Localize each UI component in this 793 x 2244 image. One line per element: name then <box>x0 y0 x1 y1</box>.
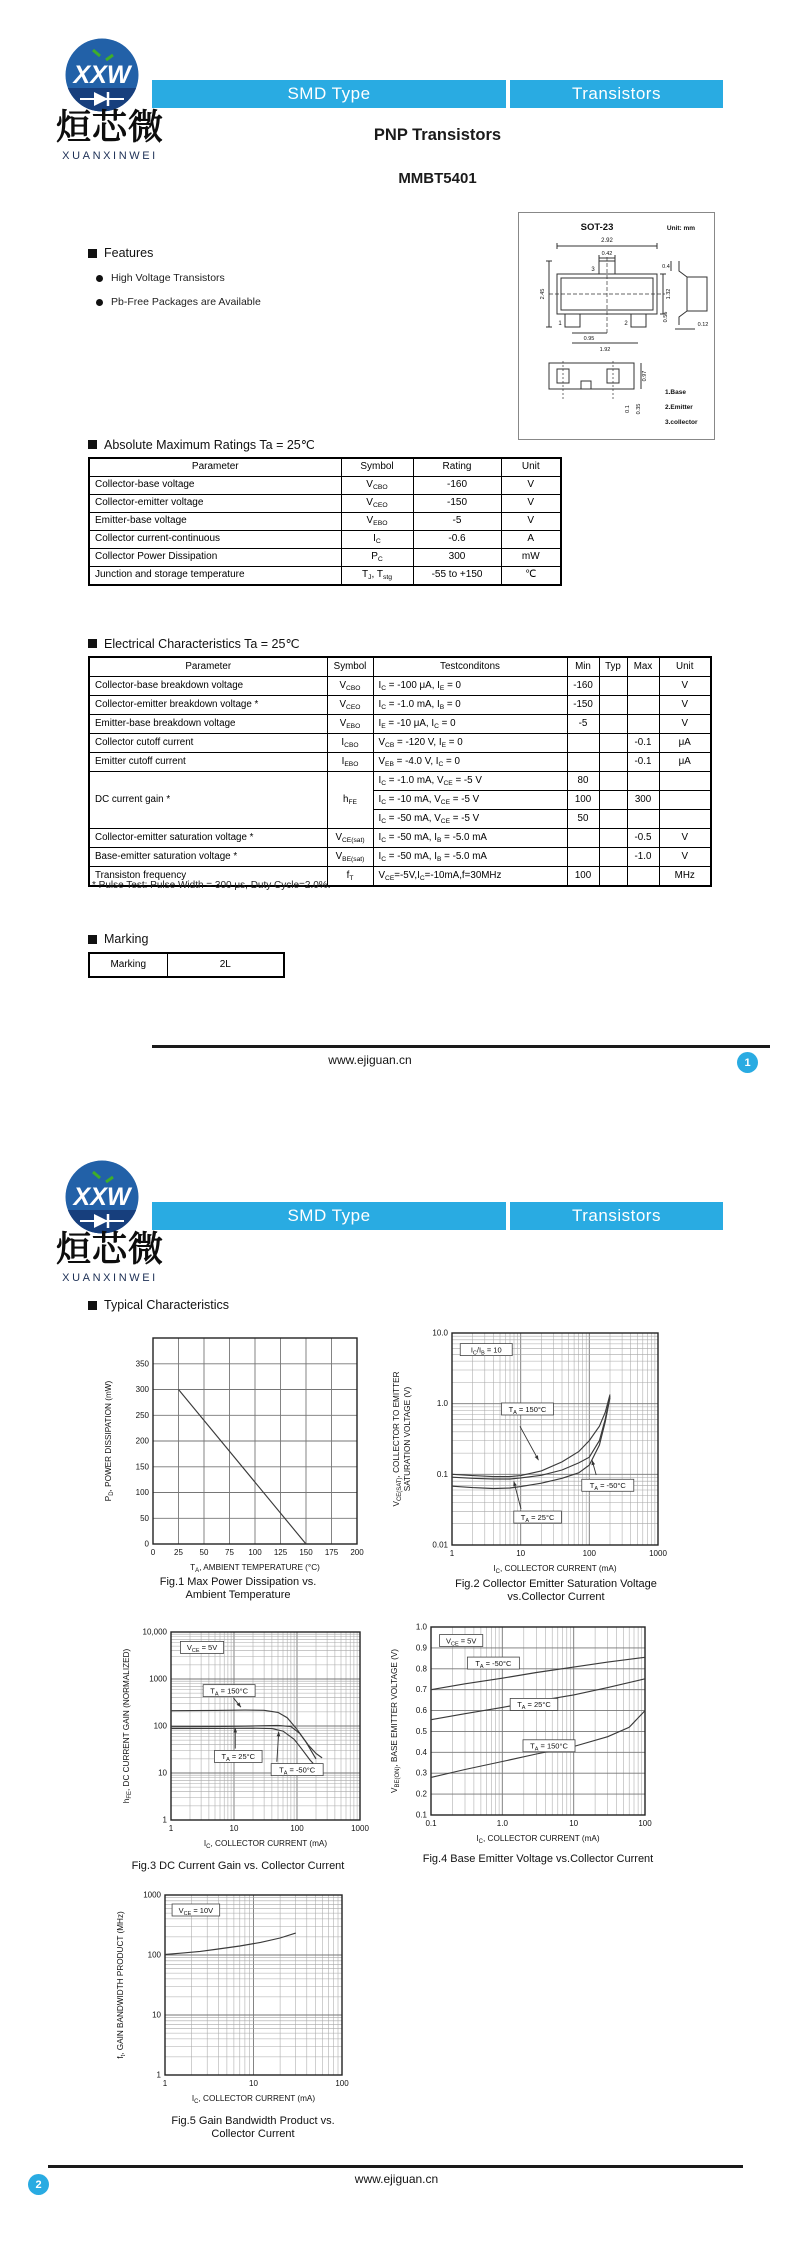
page-title: PNP Transistors <box>373 126 502 144</box>
logo-text: XXW <box>73 1183 131 1211</box>
footer-divider <box>152 1045 770 1048</box>
page-2 <box>0 1122 793 2244</box>
table-cell: μA <box>659 753 711 772</box>
table-cell: V <box>659 696 711 715</box>
table-cell: Base-emitter saturation voltage * <box>89 848 327 867</box>
table-header-cell: Unit <box>501 458 561 477</box>
table-header-cell: Max <box>627 657 659 677</box>
dim-span: 1.92 <box>599 347 611 353</box>
table-cell: 300 <box>627 791 659 810</box>
table-cell: V <box>501 513 561 531</box>
table-cell <box>599 829 627 848</box>
table-cell: -150 <box>567 696 599 715</box>
elec-heading: Electrical Characteristics Ta = 25℃ <box>88 636 299 651</box>
round-bullet-icon <box>96 275 103 282</box>
page-number-badge: 1 <box>737 1052 758 1073</box>
table-cell: $P_C$ <box>341 549 413 567</box>
table-cell: -0.5 <box>627 829 659 848</box>
header-bar-transistors: Transistors <box>510 1202 723 1230</box>
table-cell: V <box>659 829 711 848</box>
amr-heading: Absolute Maximum Ratings Ta = 25℃ <box>88 437 315 452</box>
fig2-caption: Fig.2 Collector Emitter Saturation Voltage vs.Collector Current <box>455 1578 657 1603</box>
table-cell: DC current gain * <box>89 772 327 829</box>
y-tick-label: 0.1 <box>436 1469 448 1479</box>
table-row <box>89 477 561 495</box>
table-cell: Collector current-continuous <box>89 531 341 549</box>
table-cell <box>659 791 711 810</box>
curve-label: $V_{CE} = 5V$ <box>445 1636 477 1648</box>
table-cell: Collector-emitter breakdown voltage * <box>89 696 327 715</box>
table-header-cell: Rating <box>413 458 501 477</box>
dim-pin3-width: 0.42 <box>601 251 613 257</box>
dim-h2: 0.1 <box>625 405 631 413</box>
table-cell: $I_{EBO}$ <box>327 753 373 772</box>
x-tick-label: 75 <box>225 1548 234 1557</box>
page-number-badge: 2 <box>28 2174 49 2195</box>
table-header-cell: Symbol <box>327 657 373 677</box>
table-cell <box>567 848 599 867</box>
pin3-number: 3 <box>591 267 595 273</box>
x-tick-label: 1000 <box>351 1824 369 1833</box>
x-tick-label: 1 <box>162 2079 168 2088</box>
table-cell <box>599 810 627 829</box>
table-cell <box>627 696 659 715</box>
table-cell: $I_C = -1.0$ mA, $I_B = 0$ <box>373 696 567 715</box>
table-row <box>89 734 711 753</box>
table-cell: $I_C = -1.0$ mA, $V_{CE} = -5$ V <box>373 772 567 791</box>
table-cell: $I_{CBO}$ <box>327 734 373 753</box>
table-cell: $h_{FE}$ <box>327 772 373 829</box>
x-axis-label: $I_C$, COLLECTOR CURRENT (mA) <box>203 1839 328 1850</box>
arrowhead-icon <box>592 1460 596 1465</box>
x-tick-label: 150 <box>299 1548 313 1557</box>
square-bullet-icon <box>88 639 97 648</box>
y-tick-label: 200 <box>135 1436 149 1446</box>
table-cell: -0.1 <box>627 753 659 772</box>
table-row <box>89 696 711 715</box>
table-cell: -160 <box>413 477 501 495</box>
table-cell: $I_C = -100$ μA, $I_E = 0$ <box>373 677 567 696</box>
brand-name-en: XUANXINWEI <box>62 150 158 162</box>
brand-name-cn: 烜芯微 <box>55 108 164 147</box>
table-cell: 100 <box>567 867 599 887</box>
y-tick-label: 0.1 <box>415 1810 427 1820</box>
series-line <box>165 1933 296 1954</box>
table-cell: Emitter-base voltage <box>89 513 341 531</box>
header-bar-smd-type: SMD Type <box>152 80 506 108</box>
y-tick-label: 1000 <box>149 1674 167 1684</box>
curve-label: $T_A = 150^\circ C$ <box>508 1404 547 1416</box>
dim-pitch: 0.95 <box>583 336 595 342</box>
package-unit: Unit: mm <box>666 225 696 232</box>
fig5-chart <box>88 1888 378 2116</box>
y-tick-label: 100 <box>153 1721 167 1731</box>
table-cell <box>599 848 627 867</box>
table-cell: $V_{EBO}$ <box>341 513 413 531</box>
package-title: SOT-23 <box>580 222 614 233</box>
table-cell: V <box>659 715 711 734</box>
y-axis-label: $f_t$, GAIN BANDWIDTH PRODUCT (MHz) <box>116 1911 127 2059</box>
table-cell <box>599 867 627 887</box>
y-tick-label: 1000 <box>143 1890 161 1900</box>
pin2-number: 2 <box>624 321 628 327</box>
curve-label: $T_A = -50^\circ C$ <box>279 1765 316 1777</box>
table-cell <box>599 715 627 734</box>
table-row <box>89 495 561 513</box>
table-cell: $I_C$ <box>341 531 413 549</box>
table-cell <box>599 696 627 715</box>
y-tick-label: 1 <box>156 2070 161 2080</box>
features-heading: Features <box>88 246 153 260</box>
table-cell: $V_{CEO}$ <box>341 495 413 513</box>
arrowhead-icon <box>513 1481 517 1486</box>
table-cell: $I_C = -50$ mA, $I_B = -5.0$ mA <box>373 829 567 848</box>
fig4-chart <box>388 1618 680 1858</box>
dim-lead-bottom: 0.55 <box>663 311 669 323</box>
table-cell: $I_C = -50$ mA, $I_B = -5.0$ mA <box>373 848 567 867</box>
table-cell: Collector Power Dissipation <box>89 549 341 567</box>
x-tick-label: 1000 <box>649 1549 667 1558</box>
y-tick-label: 0.3 <box>415 1768 427 1778</box>
curve-label: $V_{CE} = 5V$ <box>186 1643 218 1655</box>
y-tick-label: 350 <box>135 1359 149 1369</box>
table-cell <box>599 772 627 791</box>
table-cell: $V_{EBO}$ <box>327 715 373 734</box>
table-header-cell: Testconditons <box>373 657 567 677</box>
x-tick-label: 25 <box>174 1548 183 1557</box>
table-cell: Emitter cutoff current <box>89 753 327 772</box>
table-header-cell: Unit <box>659 657 711 677</box>
table-cell <box>599 734 627 753</box>
table-cell <box>627 810 659 829</box>
table-row <box>89 531 561 549</box>
table-cell <box>627 867 659 887</box>
part-number: MMBT5401 <box>398 170 477 187</box>
fig5-caption: Fig.5 Gain Bandwidth Product vs. Collector Current <box>171 2115 335 2140</box>
square-bullet-icon <box>88 440 97 449</box>
round-bullet-icon <box>96 299 103 306</box>
table-header-cell: Parameter <box>89 657 327 677</box>
fig1-caption: Fig.1 Max Power Dissipation vs. Ambient Temperature <box>159 1576 317 1601</box>
table-cell: -0.6 <box>413 531 501 549</box>
table-cell: $V_{CBO}$ <box>341 477 413 495</box>
feature-item: Pb-Free Packages are Available <box>96 296 261 308</box>
fig2-chart <box>390 1322 682 1578</box>
table-cell: V <box>659 848 711 867</box>
curve-label: $T_A = 25^\circ C$ <box>221 1752 256 1764</box>
table-header-cell: Min <box>567 657 599 677</box>
table-cell: Transiston frequency <box>89 867 327 887</box>
x-tick-label: 200 <box>350 1548 364 1557</box>
table-row <box>89 848 711 867</box>
feature-item: High Voltage Transistors <box>96 272 225 284</box>
table-row <box>89 677 711 696</box>
table-cell: $I_C = -10$ mA, $V_{CE} = -5$ V <box>373 791 567 810</box>
square-bullet-icon <box>88 249 97 258</box>
dim-lead-top: 0.4 <box>662 264 670 270</box>
table-cell: 2L <box>167 953 284 977</box>
table-cell: Collector cutoff current <box>89 734 327 753</box>
x-axis-label: $I_C$, COLLECTOR CURRENT (mA) <box>191 2094 316 2105</box>
table-header-row <box>89 458 561 477</box>
bottom-view <box>549 361 641 399</box>
y-tick-label: 0.8 <box>415 1664 427 1674</box>
curve-label: $T_A = 25^\circ C$ <box>520 1512 555 1524</box>
table-cell: -0.1 <box>627 734 659 753</box>
table-header-row <box>89 657 711 677</box>
table-cell <box>567 753 599 772</box>
table-cell <box>567 734 599 753</box>
plot-border <box>431 1627 645 1815</box>
y-tick-label: 0.01 <box>432 1540 448 1550</box>
dim-h1: 0.97 <box>642 370 648 382</box>
y-tick-label: 10.0 <box>432 1328 448 1338</box>
side-view <box>671 261 707 329</box>
footer-divider <box>48 2165 743 2168</box>
fig4-caption: Fig.4 Base Emitter Voltage vs.Collector Current <box>422 1853 654 1865</box>
table-cell: $V_{CE}=-5V,I_C=-10mA,f=30MHz$ <box>373 867 567 887</box>
y-tick-label: 0.4 <box>415 1747 427 1757</box>
y-tick-label: 250 <box>135 1410 149 1420</box>
curve-label: $T_A = -50^\circ C$ <box>475 1658 512 1670</box>
logo-text: XXW <box>73 61 131 89</box>
y-tick-label: 1.0 <box>415 1622 427 1632</box>
table-row <box>89 772 711 791</box>
y-tick-label: 0.5 <box>415 1726 427 1736</box>
pin-legend-base: 1.Base <box>665 389 686 396</box>
table-cell: $I_C = -50$ mA, $V_{CE} = -5$ V <box>373 810 567 829</box>
curve-label: $I_C/I_B = 10$ <box>470 1345 502 1357</box>
curve-label: $T_A = 25^\circ C$ <box>517 1700 551 1712</box>
y-tick-label: 1.0 <box>436 1399 448 1409</box>
y-tick-label: 0.7 <box>415 1685 427 1695</box>
table-row <box>89 829 711 848</box>
table-row <box>89 953 284 977</box>
table-cell: Junction and storage temperature <box>89 567 341 586</box>
y-tick-label: 300 <box>135 1385 149 1394</box>
table-cell <box>599 753 627 772</box>
series-line <box>431 1657 645 1689</box>
table-cell: Collector-base breakdown voltage <box>89 677 327 696</box>
table-cell <box>627 677 659 696</box>
dim-body-width: 2.92 <box>601 238 613 244</box>
table-cell: V <box>501 477 561 495</box>
x-axis-label: $I_C$, COLLECTOR CURRENT (mA) <box>493 1564 617 1575</box>
y-tick-label: 0.6 <box>415 1706 427 1716</box>
table-cell: Collector-emitter saturation voltage * <box>89 829 327 848</box>
x-tick-label: 10 <box>516 1549 526 1558</box>
y-tick-label: 0.9 <box>415 1643 427 1653</box>
footer-url: www.ejiguan.cn <box>354 2172 439 2186</box>
curve-label: $V_{CE} = 10V$ <box>178 1905 214 1917</box>
y-axis-label: $V_{BE(ON)}$, BASE EMITTER VOLTAGE (V) <box>390 1649 401 1793</box>
curve-label: $T_A = 150^\circ C$ <box>530 1741 568 1753</box>
brand-logo-icon <box>60 36 144 116</box>
table-cell <box>599 791 627 810</box>
table-cell: ℃ <box>501 567 561 586</box>
table-cell: V <box>659 677 711 696</box>
y-tick-label: 50 <box>140 1513 149 1523</box>
x-tick-label: 100 <box>582 1549 597 1558</box>
table-cell: Marking <box>89 953 167 977</box>
y-tick-label: 10,000 <box>142 1627 167 1637</box>
table-cell: $V_{CE(sat)}$ <box>327 829 373 848</box>
table-cell: A <box>501 531 561 549</box>
x-tick-label: 1 <box>168 1824 174 1833</box>
brand-name-cn: 烜芯微 <box>55 1230 164 1269</box>
brand-name-en: XUANXINWEI <box>62 1272 158 1284</box>
pin-legend-emitter: 2.Emitter <box>665 404 693 411</box>
dim-overall-height: 2.45 <box>540 288 546 300</box>
table-cell: -5 <box>567 715 599 734</box>
header-bar-transistors: Transistors <box>510 80 723 108</box>
table-row <box>89 549 561 567</box>
table-cell: mW <box>501 549 561 567</box>
y-tick-label: 0 <box>144 1539 149 1549</box>
label-arrow <box>520 1426 539 1460</box>
table-cell: μA <box>659 734 711 753</box>
marking-heading: Marking <box>88 932 148 946</box>
table-cell: 300 <box>413 549 501 567</box>
table-cell: 50 <box>567 810 599 829</box>
y-tick-label: 100 <box>147 1950 161 1960</box>
table-cell: Emitter-base breakdown voltage <box>89 715 327 734</box>
table-header-cell: Symbol <box>341 458 413 477</box>
x-tick-label: 100 <box>248 1548 262 1557</box>
table-cell: $V_{CEO}$ <box>327 696 373 715</box>
x-tick-label: 175 <box>324 1548 339 1557</box>
table-row <box>89 567 561 586</box>
brand-logo-icon <box>60 1158 144 1238</box>
table-cell: $V_{EB} = -4.0$ V, $I_C = 0$ <box>373 753 567 772</box>
x-axis-label: $T_A$, AMBIENT TEMPERATURE (°C) <box>190 1563 320 1574</box>
table-cell: -150 <box>413 495 501 513</box>
y-tick-label: 10 <box>158 1768 167 1778</box>
footer-url: www.ejiguan.cn <box>328 1053 412 1067</box>
square-bullet-icon <box>88 1301 97 1310</box>
y-tick-label: 150 <box>135 1462 149 1472</box>
fig3-chart <box>88 1622 378 1857</box>
fig3-caption: Fig.3 DC Current Gain vs. Collector Current <box>131 1860 345 1872</box>
table-row <box>89 715 711 734</box>
table-cell: $V_{CB} = -120$ V, $I_E = 0$ <box>373 734 567 753</box>
x-tick-label: 10 <box>229 1824 239 1833</box>
table-cell <box>567 829 599 848</box>
curve-label: $T_A = -50^\circ C$ <box>589 1481 626 1493</box>
x-tick-label: 125 <box>273 1548 288 1557</box>
table-cell: $V_{BE(sat)}$ <box>327 848 373 867</box>
pulse-test-footnote: * Pulse Test: Pulse Width = 300 μs, Duty Cycle=2.0%. <box>92 880 331 891</box>
y-axis-label: $V_{CE(SAT)}$, COLLECTOR TO EMITTER <box>392 1371 403 1507</box>
fig1-chart <box>88 1326 373 1578</box>
table-cell <box>627 772 659 791</box>
x-tick-label: 0.1 <box>425 1819 437 1828</box>
table-cell <box>627 715 659 734</box>
table-row <box>89 513 561 531</box>
table-cell: -1.0 <box>627 848 659 867</box>
table-cell <box>599 677 627 696</box>
x-tick-label: 0 <box>150 1548 156 1557</box>
dim-h3: 0.35 <box>636 403 642 415</box>
y-axis-label: $P_D$, POWER DISSIPATION (mW) <box>104 1380 115 1502</box>
arrowhead-icon <box>535 1455 539 1460</box>
electrical-characteristics-table <box>88 656 712 887</box>
x-tick-label: 1.0 <box>496 1819 508 1828</box>
x-tick-label: 10 <box>249 2079 258 2088</box>
x-tick-label: 1 <box>449 1549 455 1558</box>
curve-label: $T_A = 150^\circ C$ <box>210 1686 249 1698</box>
table-cell: $V_{CBO}$ <box>327 677 373 696</box>
pin-legend-collector: 3.collector <box>665 419 698 426</box>
x-tick-label: 100 <box>290 1824 304 1833</box>
arrowhead-icon <box>277 1732 281 1737</box>
top-view <box>546 243 666 343</box>
table-header-cell: Parameter <box>89 458 341 477</box>
table-cell: $T_J$, $T_{stg}$ <box>341 567 413 586</box>
marking-table <box>88 952 285 978</box>
table-cell <box>659 772 711 791</box>
table-row <box>89 753 711 772</box>
table-cell: Collector-base voltage <box>89 477 341 495</box>
dim-lead-thickness: 0.12 <box>697 322 709 328</box>
sot23-drawing <box>519 213 714 439</box>
table-cell: V <box>501 495 561 513</box>
table-cell: -160 <box>567 677 599 696</box>
table-cell: -55 to +150 <box>413 567 501 586</box>
dim-body-height: 1.32 <box>666 288 672 300</box>
pin1-number: 1 <box>558 321 562 327</box>
y-tick-label: 0.2 <box>415 1789 427 1799</box>
absolute-maximum-ratings-table <box>88 457 562 586</box>
y-tick-label: 100 <box>135 1488 149 1497</box>
table-cell: -5 <box>413 513 501 531</box>
table-cell: 80 <box>567 772 599 791</box>
x-tick-label: 10 <box>569 1819 579 1828</box>
x-axis-label: $I_C$, COLLECTOR CURRENT (mA) <box>476 1834 600 1845</box>
x-tick-label: 100 <box>638 1819 652 1828</box>
y-axis-label: SATURATION VOLTAGE (V) <box>403 1386 412 1492</box>
table-header-cell: Typ <box>599 657 627 677</box>
table-cell: 100 <box>567 791 599 810</box>
table-cell: Collector-emitter voltage <box>89 495 341 513</box>
square-bullet-icon <box>88 935 97 944</box>
y-axis-label: $h_{FE}$, DC CURRENT GAIN (NORMALIZED) <box>122 1648 133 1804</box>
x-tick-label: 100 <box>335 2079 349 2088</box>
table-cell: $f_T$ <box>327 867 373 887</box>
x-tick-label: 50 <box>199 1548 209 1557</box>
table-cell: $I_E = -10$ μA, $I_C = 0$ <box>373 715 567 734</box>
table-cell <box>659 810 711 829</box>
package-outline-box <box>518 212 715 440</box>
header-bar-smd-type: SMD Type <box>152 1202 506 1230</box>
y-tick-label: 1 <box>162 1815 167 1825</box>
typical-characteristics-heading: Typical Characteristics <box>88 1298 229 1312</box>
table-cell: MHz <box>659 867 711 887</box>
y-tick-label: 10 <box>152 2010 161 2020</box>
